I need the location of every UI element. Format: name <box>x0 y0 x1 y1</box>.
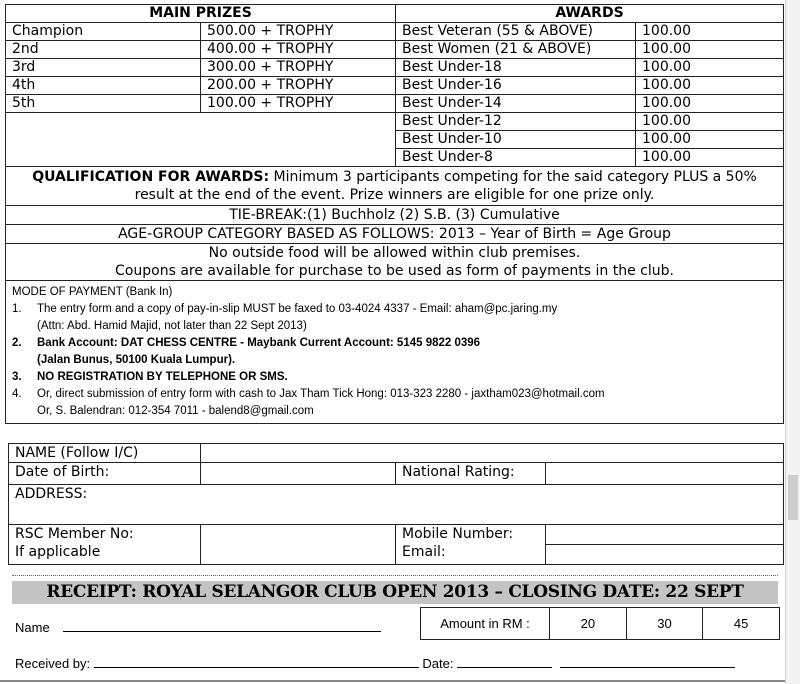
award-amount: 100.00 <box>636 77 784 95</box>
payment-line: (Attn: Abd. Hamid Majid, not later than 22 Sept 2013) <box>37 320 307 332</box>
date-line-2[interactable] <box>560 667 735 668</box>
national-rating-field[interactable] <box>546 463 784 485</box>
amount-option[interactable]: 20 <box>550 608 627 640</box>
payment-title: MODE OF PAYMENT (Bank In) <box>12 286 173 298</box>
prize-amount: 400.00 + TROPHY <box>201 41 396 59</box>
prizes-table <box>5 4 784 424</box>
item-number: 4. <box>12 388 22 400</box>
award-name: Best Under-16 <box>396 77 636 95</box>
age-group: AGE-GROUP CATEGORY BASED AS FOLLOWS: 2013 – Year of Birth = Age Group <box>6 225 784 244</box>
amount-option[interactable]: 30 <box>626 608 703 640</box>
prize-place: 2nd <box>6 41 201 59</box>
award-amount: 100.00 <box>636 59 784 77</box>
receipt-name-line[interactable] <box>63 631 381 632</box>
item-number: 2. <box>12 337 22 349</box>
dob-label: Date of Birth: <box>9 463 201 485</box>
prize-place: 3rd <box>6 59 201 77</box>
qualification-note <box>6 167 784 206</box>
scrollbar[interactable] <box>785 0 800 684</box>
item-number: 1. <box>12 303 22 315</box>
award-name: Best Under-8 <box>396 149 636 167</box>
email-field[interactable] <box>546 545 783 564</box>
award-name: Best Under-18 <box>396 59 636 77</box>
bank-account-line: Bank Account: DAT CHESS CENTRE - Maybank Current Account: 5145 9822 0396 <box>37 337 481 349</box>
rsc-field[interactable] <box>201 525 396 565</box>
award-name: Best Women (21 & ABOVE) <box>396 41 636 59</box>
qualification-label: QUALIFICATION FOR AWARDS: <box>32 169 270 185</box>
award-amount: 100.00 <box>636 95 784 113</box>
bank-address-line: (Jalan Bunus, 50100 Kuala Lumpur). <box>37 354 236 366</box>
main-prizes-header: MAIN PRIZES <box>6 5 396 23</box>
dob-field[interactable] <box>201 463 396 485</box>
payment-line: The entry form and a copy of pay-in-slip MUST be faxed to 03-4024 4337 - Email: aham@pc.jaring.my <box>37 303 558 315</box>
award-amount: 100.00 <box>636 131 784 149</box>
receipt-name-label: Name <box>15 620 50 635</box>
amount-label: Amount in RM : <box>421 608 550 640</box>
mobile-label: Mobile Number: <box>402 526 514 542</box>
award-amount: 100.00 <box>636 23 784 41</box>
payment-line: Or, direct submission of entry form with cash to Jax Tham Tick Hong: 013-323 2280 - jaxtham023@hotmail.com <box>37 388 605 400</box>
award-amount: 100.00 <box>636 41 784 59</box>
award-name: Best Under-14 <box>396 95 636 113</box>
prize-amount: 500.00 + TROPHY <box>201 23 396 41</box>
club-notes <box>6 244 784 281</box>
empty-cell <box>6 113 396 167</box>
award-amount: 100.00 <box>636 113 784 131</box>
item-number: 3. <box>12 371 22 383</box>
received-by-label: Received by: <box>15 656 91 671</box>
scrollbar-thumb[interactable] <box>788 475 798 520</box>
qualification-text: Minimum 3 participants competing for the said category PLUS a 50% result at the end of the event. Prize winners are eligible for one prize only. <box>134 169 757 203</box>
name-label: NAME (Follow I/C) <box>9 444 201 463</box>
registration-table <box>8 443 784 565</box>
note-food: No outside food will be allowed within club premises. <box>208 245 581 261</box>
rsc-label <box>9 525 201 565</box>
award-amount: 100.00 <box>636 149 784 167</box>
prize-amount: 300.00 + TROPHY <box>201 59 396 77</box>
payment-section <box>6 281 784 424</box>
rsc-member-label: RSC Member No: <box>15 526 134 542</box>
contact-fields[interactable] <box>546 525 784 565</box>
mobile-field[interactable] <box>546 525 783 545</box>
award-name: Best Under-10 <box>396 131 636 149</box>
cut-line <box>12 575 778 576</box>
award-name: Best Veteran (55 & ABOVE) <box>396 23 636 41</box>
received-by-line[interactable] <box>94 667 419 668</box>
address-label: ADDRESS: <box>15 486 88 502</box>
tie-break: TIE-BREAK:(1) Buchholz (2) S.B. (3) Cumulative <box>6 206 784 225</box>
payment-line: Or, S. Balendran: 012-354 7011 - balend8@gmail.com <box>37 405 314 417</box>
prize-place: 5th <box>6 95 201 113</box>
prize-amount: 200.00 + TROPHY <box>201 77 396 95</box>
address-field[interactable] <box>9 485 784 525</box>
if-applicable-label: If applicable <box>15 544 101 560</box>
payment-line: NO REGISTRATION BY TELEPHONE OR SMS. <box>37 371 288 383</box>
contact-labels <box>396 525 546 565</box>
receipt-name-row <box>15 620 381 635</box>
amount-option[interactable]: 45 <box>703 608 780 640</box>
note-coupons: Coupons are available for purchase to be used as form of payments in the club. <box>115 263 674 279</box>
national-rating-label: National Rating: <box>396 463 546 485</box>
amount-table <box>420 607 780 640</box>
date-label: Date: <box>422 656 454 671</box>
prize-place: Champion <box>6 23 201 41</box>
name-field[interactable] <box>201 444 784 463</box>
date-line[interactable] <box>457 667 552 668</box>
email-label: Email: <box>402 544 446 560</box>
award-name: Best Under-12 <box>396 113 636 131</box>
prize-amount: 100.00 + TROPHY <box>201 95 396 113</box>
receipt-title: RECEIPT: ROYAL SELANGOR CLUB OPEN 2013 – CLOSING DATE: 22 SEPT <box>12 581 778 604</box>
received-by-row <box>15 656 735 671</box>
awards-header: AWARDS <box>396 5 784 23</box>
prize-place: 4th <box>6 77 201 95</box>
